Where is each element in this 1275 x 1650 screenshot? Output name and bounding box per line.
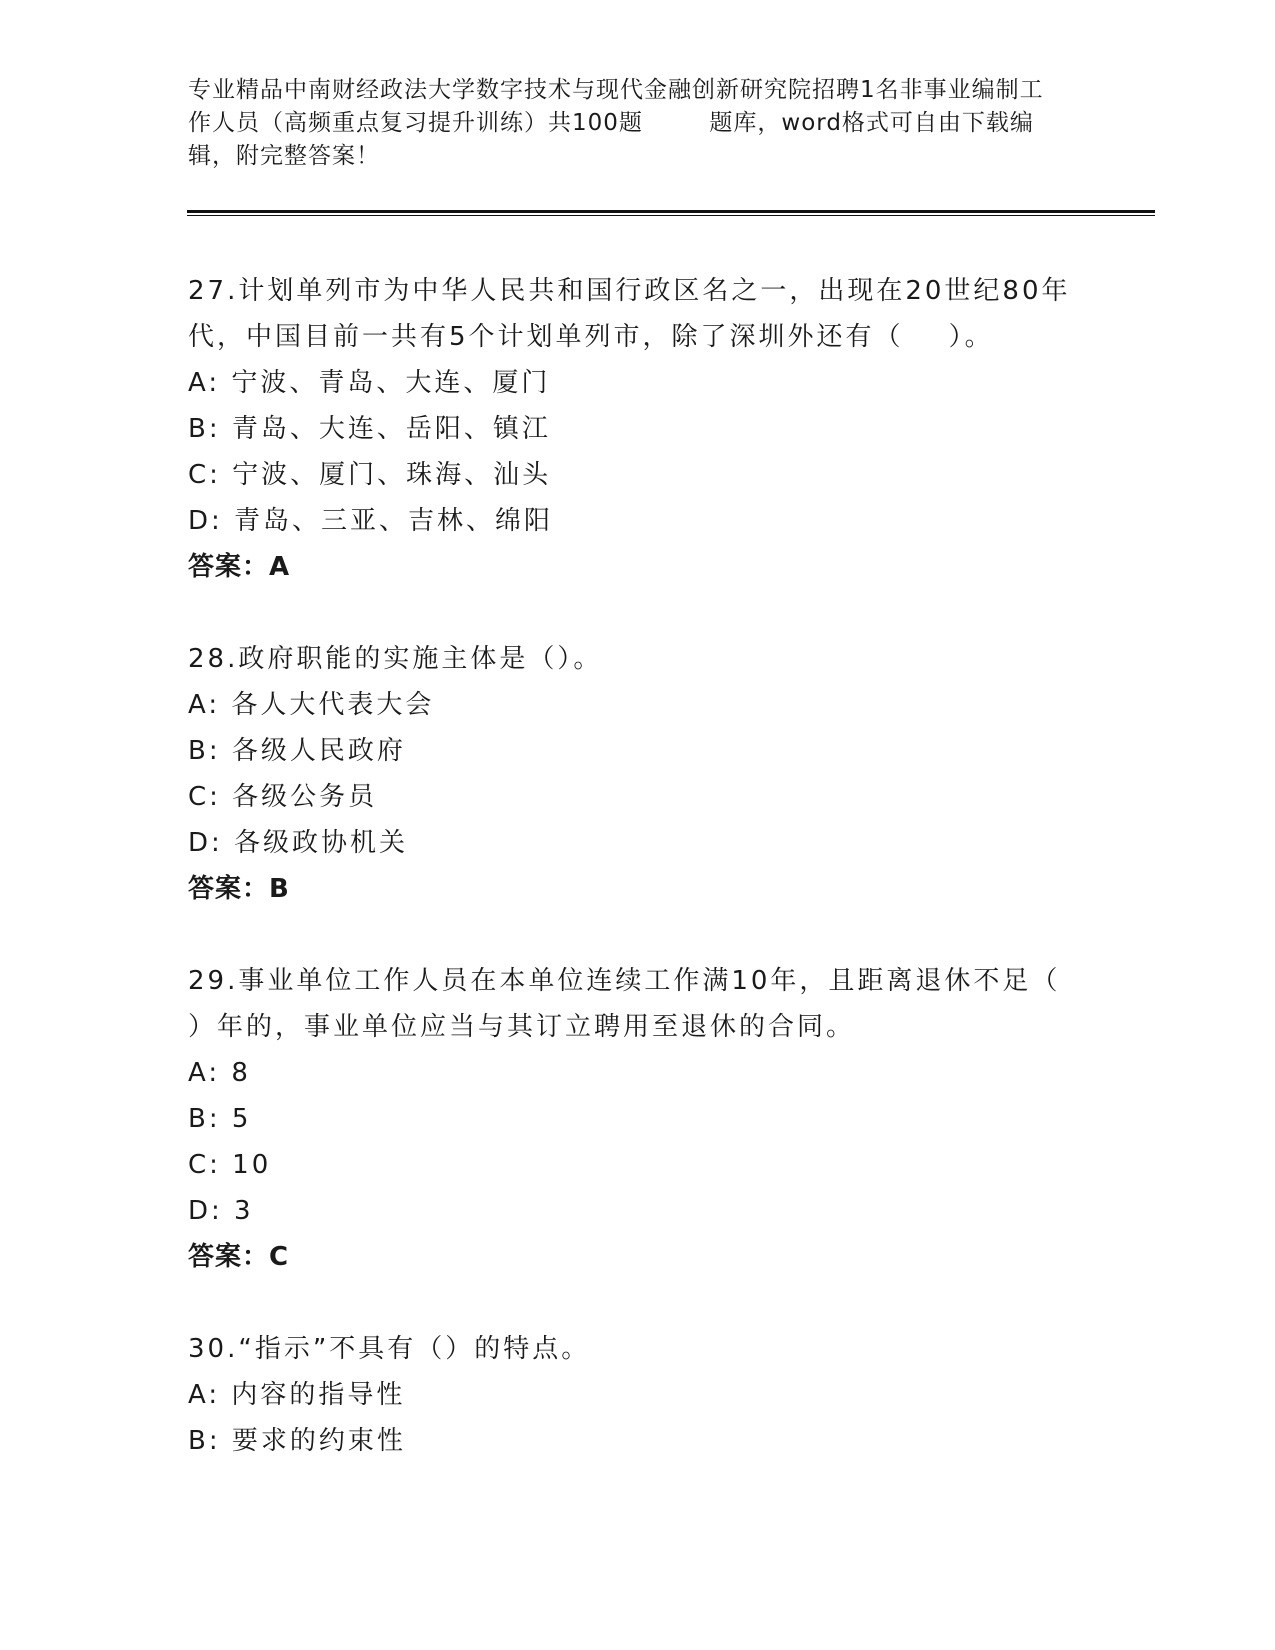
question-30: [188, 1326, 1088, 1464]
option-a: A: 宁波、青岛、大连、厦门: [188, 368, 551, 398]
document-header: [188, 74, 1088, 173]
option-a: A: 内容的指导性: [188, 1380, 406, 1410]
option-d: D: 3: [188, 1196, 254, 1226]
answer: 答案：C: [188, 1242, 290, 1272]
option-a: A: 各人大代表大会: [188, 690, 435, 720]
option-c: C: 10: [188, 1150, 272, 1180]
question-stem: 28.政府职能的实施主体是（）。: [188, 644, 603, 674]
option-d: D: 青岛、三亚、吉林、绵阳: [188, 506, 554, 536]
option-b: B: 要求的约束性: [188, 1426, 406, 1456]
option-c: C: 宁波、厦门、珠海、汕头: [188, 460, 552, 490]
answer: 答案：B: [188, 874, 290, 904]
question-stem: 代，中国目前一共有5个计划单列市，除了深圳外还有（ ）。: [188, 322, 994, 352]
answer: 答案：A: [188, 552, 291, 582]
option-b: B: 5: [188, 1104, 252, 1134]
header-line: 作人员（高频重点复习提升训练）共100题 题库，word格式可自由下载编: [188, 110, 1034, 136]
option-a: A: 8: [188, 1058, 251, 1088]
option-d: D: 各级政协机关: [188, 828, 409, 858]
question-stem: ）年的，事业单位应当与其订立聘用至退休的合同。: [188, 1012, 856, 1042]
header-line: 辑，附完整答案！: [188, 143, 380, 169]
option-b: B: 青岛、大连、岳阳、镇江: [188, 414, 551, 444]
question-stem: 27.计划单列市为中华人民共和国行政区名之一，出现在20世纪80年: [188, 276, 1071, 306]
question-27: [188, 268, 1088, 590]
header-divider-thick: [187, 210, 1155, 213]
question-stem: 30.“指示”不具有（）的特点。: [188, 1334, 591, 1364]
question-stem: 29.事业单位工作人员在本单位连续工作满10年，且距离退休不足（: [188, 966, 1061, 996]
question-28: [188, 636, 1088, 912]
option-b: B: 各级人民政府: [188, 736, 406, 766]
header-divider-thin: [187, 215, 1155, 216]
question-29: [188, 958, 1088, 1280]
option-c: C: 各级公务员: [188, 782, 378, 812]
header-line: 专业精品中南财经政法大学数字技术与现代金融创新研究院招聘1名非事业编制工: [188, 77, 1044, 103]
question-list: [188, 268, 1088, 1510]
